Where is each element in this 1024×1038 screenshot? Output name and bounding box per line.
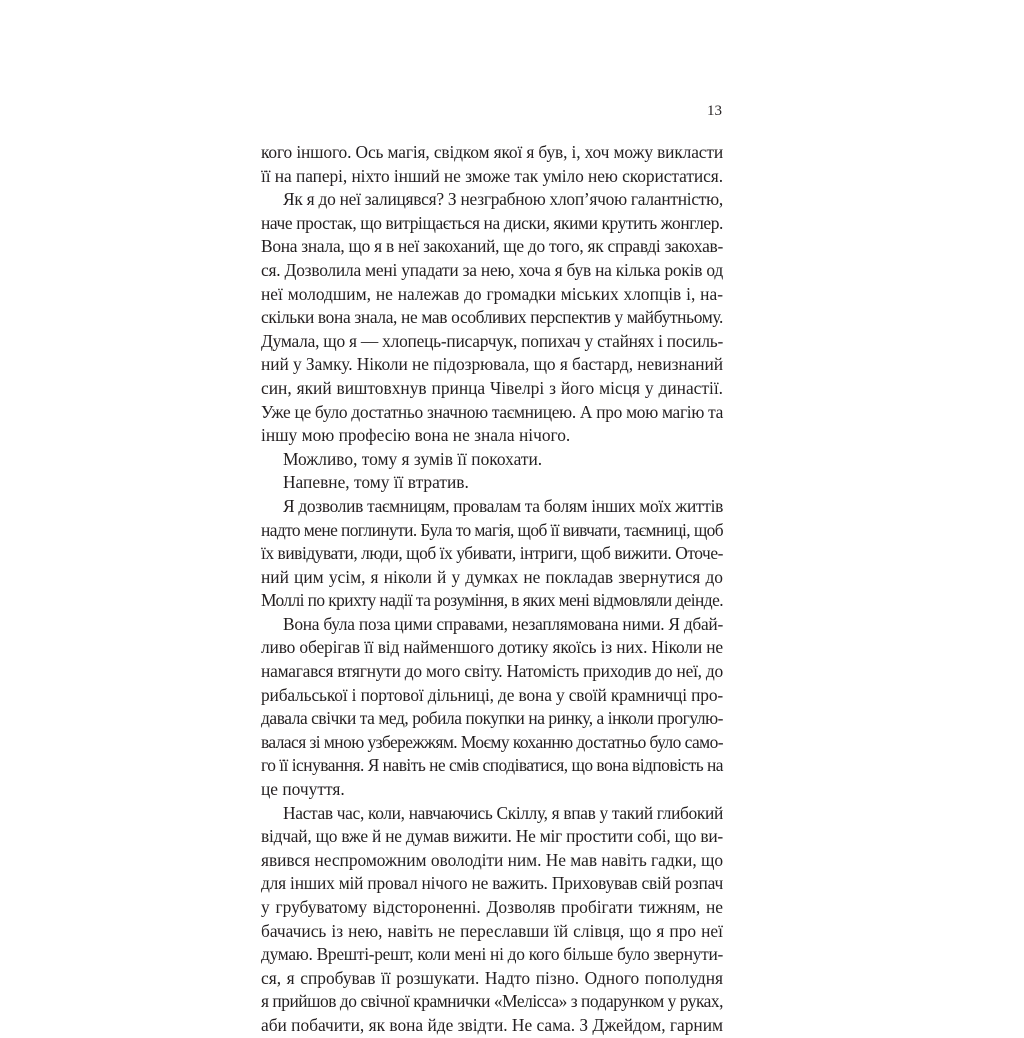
text-line: Можливо, тому я зумів її покохати. <box>283 448 543 469</box>
body-text <box>261 141 723 1038</box>
text-line: валася зі мною узбережжям. Моєму коханню достатньо було само- <box>261 731 723 752</box>
text-line: Напевне, тому її втратив. <box>283 472 469 493</box>
text-line: іншу мою професію вона не знала нічого. <box>261 425 571 446</box>
text-line: ний цим усім, я ніколи й у думках не покладав звернутися до <box>261 566 723 587</box>
text-line: Я дозволив таємницям, провалам та болям інших моїх життів <box>283 495 724 516</box>
text-line: давала свічки та мед, робила покупки на ринку, а інколи прогулю- <box>261 708 723 729</box>
text-line: Вона знала, що я в неї закоханий, ще до того, як справді закохав- <box>261 236 723 257</box>
text-line: ся, я спробував її розшукати. Надто пізно. Одного пополудня <box>261 967 723 988</box>
text-line: Вона була поза цими справами, незаплямована ними. Я дбай- <box>283 613 723 634</box>
text-line: рибальської і портової дільниці, де вона у своїй крамничці про- <box>261 684 724 705</box>
text-line: явився неспроможним оволодіти ним. Не мав навіть гадки, що <box>261 849 723 870</box>
text-line: їх вивідувати, люди, щоб їх убивати, інтриги, щоб вижити. Оточе- <box>261 543 723 564</box>
text-line: наче простак, що витріщається на диски, якими крутить жонглер. <box>261 212 723 233</box>
text-line: Уже це було достатньо значною таємницею. А про мою магію та <box>261 401 723 422</box>
text-line: неї молодшим, не належав до громадки міських хлопців і, на- <box>261 283 723 304</box>
text-line: кого іншого. Ось магія, свідком якої я був, і, хоч можу викласти <box>261 142 723 162</box>
text-line: ливо оберігав її від найменшого дотику якоїсь із них. Ніколи не <box>261 637 723 658</box>
text-line: ся. Дозволила мені упадати за нею, хоча я був на кілька років од <box>261 259 723 280</box>
text-line: син, який виштовхнув принца Чівелрі з його місця у династії. <box>261 377 723 398</box>
text-line: намагався втягнути до мого світу. Натомість приходив до неї, до <box>261 661 723 682</box>
text-line: бачачись із нею, навіть не переславши їй слівця, що я про неї <box>261 920 723 941</box>
text-line: у грубуватому відстороненні. Дозволяв пробігати тижням, не <box>261 897 723 917</box>
text-line: аби побачити, як вона йде звідти. Не сама. З Джейдом, гарним <box>261 1014 724 1035</box>
text-line: я прийшов до свічної крамнички «Мелісса» з подарунком у руках, <box>261 991 724 1012</box>
text-line: її на папері, ніхто інший не зможе так уміло нею скористатися. <box>261 165 723 186</box>
page-number: 13 <box>707 103 722 119</box>
text-line: скільки вона знала, не мав особливих перспектив у майбутньому. <box>261 307 723 328</box>
text-line: Як я до неї залицявся? З незграбною хлоп’ячою галантністю, <box>283 189 723 210</box>
text-line: го її існування. Я навіть не смів сподіватися, що вона відповість на <box>261 755 723 776</box>
text-line: Моллі по крихту надії та розуміння, в яких мені відмовляли деінде. <box>261 590 723 611</box>
text-line: відчай, що вже й не думав вижити. Не міг простити собі, що ви- <box>261 826 723 847</box>
text-line: це почуття. <box>261 779 345 800</box>
text-line: Настав час, коли, навчаючись Скіллу, я впав у такий глибокий <box>283 802 723 823</box>
text-line: надто мене поглинути. Була то магія, щоб її вивчати, таємниці, щоб <box>261 519 724 540</box>
text-line: Думала, що я — хлопець-писарчук, попихач у стайнях і посиль- <box>261 330 724 351</box>
text-line: для інших мій провал нічого не важить. Приховував свій розпач <box>261 873 723 894</box>
text-line: думаю. Врешті-решт, коли мені ні до кого більше було звернути- <box>261 944 723 965</box>
text-line: ний у Замку. Ніколи не підозрювала, що я бастард, невизнаний <box>261 354 723 375</box>
